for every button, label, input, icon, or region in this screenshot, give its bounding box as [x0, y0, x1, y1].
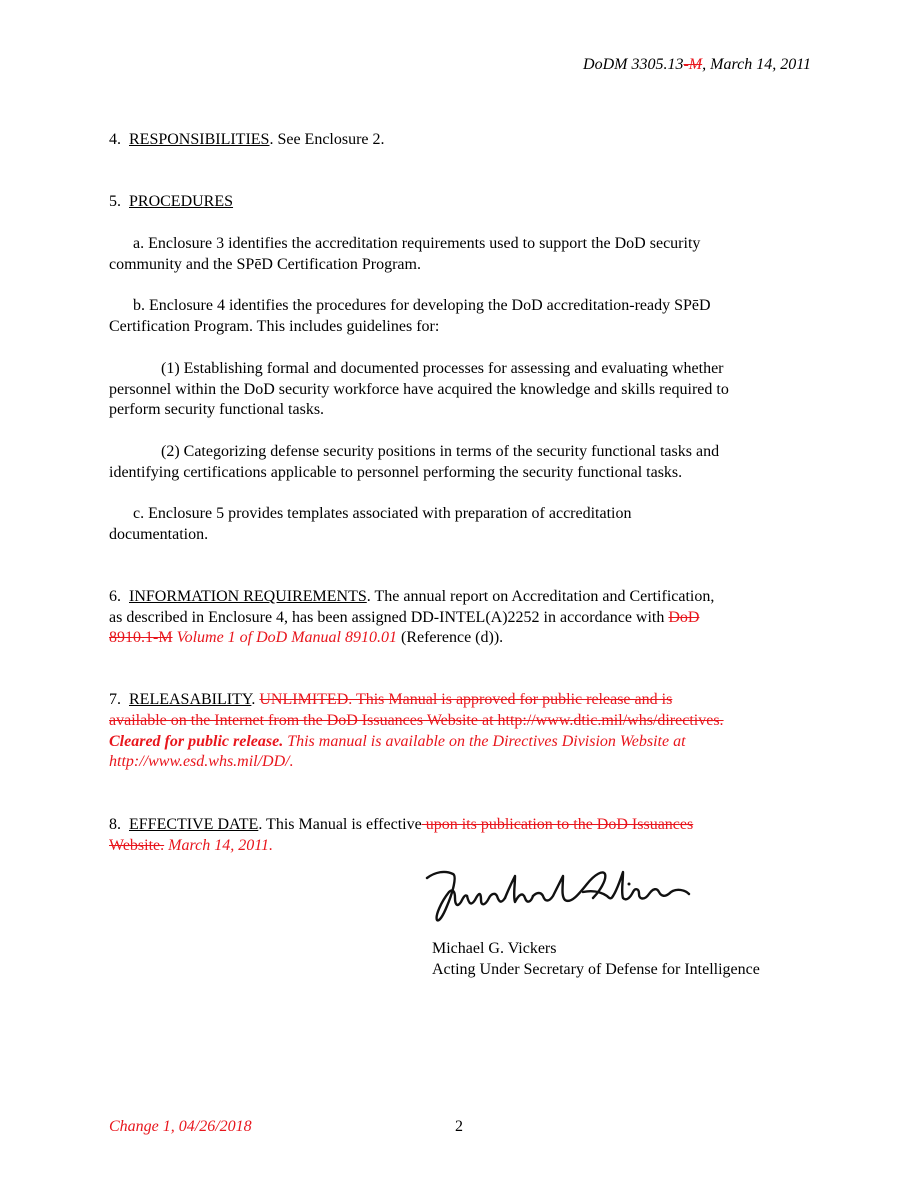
section-7-inserted-bold: Cleared for public release. [109, 733, 284, 750]
section-7-sep: . [251, 691, 260, 708]
section-5-number: 5. [109, 193, 121, 210]
section-6-reference: (Reference (d)). [397, 629, 504, 646]
section-7-number: 7. [109, 691, 121, 708]
section-6-inserted: Volume 1 of DoD Manual 8910.01 [172, 629, 397, 646]
section-5b-line-1: b. Enclosure 4 identifies the procedures for developing the DoD accreditation-ready SPēD [133, 297, 711, 314]
section-7-deleted-1: UNLIMITED. This Manual is approved for public release and is [259, 691, 673, 708]
section-6-line-2 [109, 608, 699, 628]
signer-title: Acting Under Secretary of Defense for Intelligence [432, 961, 760, 978]
section-6-deleted-2: 8910.1-M [109, 629, 173, 646]
section-7-line-3 [109, 732, 686, 752]
signature-image [423, 862, 693, 928]
section-7-deleted-2: available on the Internet from the DoD Issuances Website at http://www.dtic.mil/whs/directives. [109, 712, 724, 729]
section-6-deleted-1: DoD [668, 609, 700, 626]
section-6-line-3 [109, 628, 503, 648]
section-4-title: RESPONSIBILITIES [129, 131, 270, 148]
footer-change-note: Change 1, 04/26/2018 [109, 1118, 252, 1135]
section-8-deleted-1: upon its publication to the DoD Issuances [421, 816, 694, 833]
section-5a-line-2: community and the SPēD Certification Program. [109, 256, 421, 273]
header-date: , March 14, 2011 [702, 56, 811, 73]
section-6-title: INFORMATION REQUIREMENTS [129, 588, 367, 605]
section-6-text-2: as described in Enclosure 4, has been assigned DD-INTEL(A)2252 in accordance with [109, 609, 669, 626]
section-5b-line-2: Certification Program. This includes guidelines for: [109, 318, 440, 335]
section-7-line-1 [109, 690, 672, 710]
section-7-inserted-1: This manual is available on the Directives Division Website at [283, 733, 686, 750]
section-8-line-1 [109, 815, 693, 835]
header-doc-id-deleted: -M [683, 56, 703, 73]
section-5-heading [109, 192, 233, 212]
section-6-number: 6. [109, 588, 121, 605]
section-4 [109, 130, 385, 150]
section-4-text: . See Enclosure 2. [269, 131, 385, 148]
section-8-deleted-2: Website. [109, 837, 165, 854]
section-5c-line-2: documentation. [109, 526, 209, 543]
section-5b2-line-2: identifying certifications applicable to personnel performing the security functional tasks. [109, 464, 683, 481]
section-5-title: PROCEDURES [129, 193, 234, 210]
header-doc-id: DoDM 3305.13 [583, 56, 684, 73]
section-5b2-line-1: (2) Categorizing defense security positions in terms of the security functional tasks and [161, 443, 720, 460]
section-5b1-line-1: (1) Establishing formal and documented processes for assessing and evaluating whether [161, 360, 724, 377]
section-8-title: EFFECTIVE DATE [129, 816, 259, 833]
section-8-number: 8. [109, 816, 121, 833]
section-8-text: . This Manual is effective [258, 816, 422, 833]
section-6-line-1 [109, 587, 714, 607]
section-5c-line-1: c. Enclosure 5 provides templates associated with preparation of accreditation [133, 505, 632, 522]
signer-name: Michael G. Vickers [432, 940, 557, 957]
page-header [583, 56, 811, 74]
section-7-line-4 [109, 752, 294, 772]
section-7-line-2 [109, 711, 724, 731]
section-8-inserted: March 14, 2011. [164, 837, 274, 854]
section-7-title: RELEASABILITY [129, 691, 252, 708]
page-number: 2 [455, 1118, 463, 1135]
section-6-text: . The annual report on Accreditation and Certification, [366, 588, 715, 605]
section-4-number: 4. [109, 131, 121, 148]
section-8-line-2 [109, 836, 273, 856]
section-5a-line-1: a. Enclosure 3 identifies the accreditation requirements used to support the DoD security [133, 235, 701, 252]
section-5b1-line-3: perform security functional tasks. [109, 401, 325, 418]
section-5b1-line-2: personnel within the DoD security workforce have acquired the knowledge and skills required to [109, 381, 729, 398]
section-7-inserted-2: http://www.esd.whs.mil/DD/. [109, 753, 294, 770]
